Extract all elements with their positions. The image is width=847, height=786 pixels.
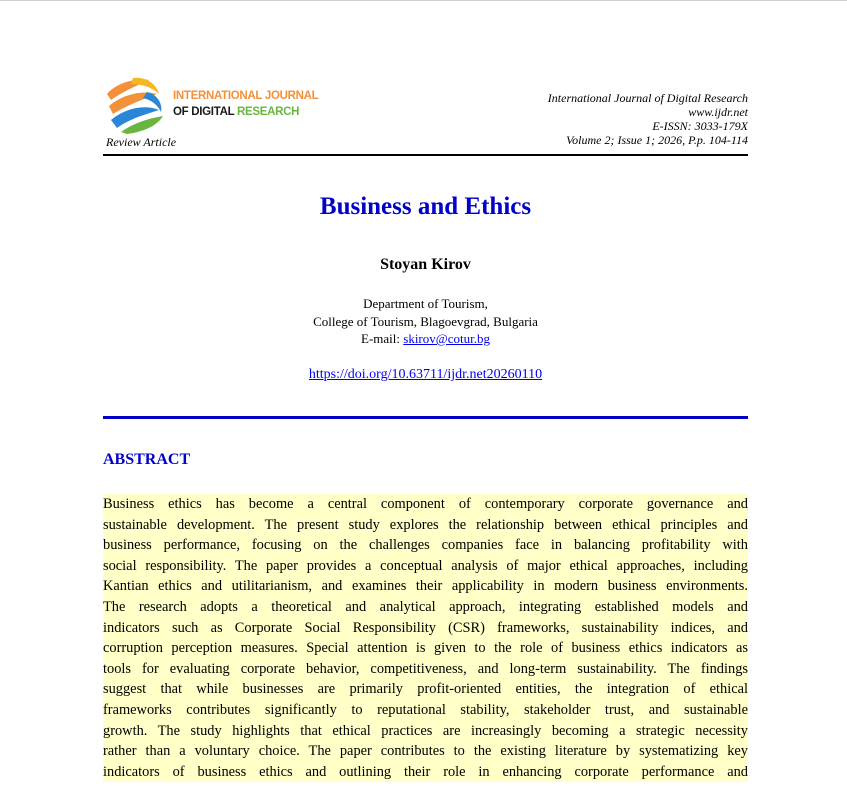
abstract-line: Kantian ethics and utilitarianism, and examines their applicability in modern business environments. <box>103 578 748 595</box>
abstract-line: indicators such as Corporate Social Responsibility (CSR) frameworks, sustainability indices, and <box>103 619 748 636</box>
abstract-line: social responsibility. The paper provides a conceptual analysis of major ethical approaches, including <box>103 557 748 574</box>
author-name: Stoyan Kirov <box>380 256 471 273</box>
abstract-line: frameworks contributes significantly to reputational stability, stakeholder trust, and sustainable <box>103 701 748 718</box>
journal-header <box>103 74 748 156</box>
abstract-line: Business ethics has become a central component of contemporary corporate governance and <box>103 496 748 512</box>
journal-meta-volume: Volume 2; Issue 1; 2026, P.p. 104-114 <box>566 133 748 147</box>
abstract-line: suggest that while businesses are primarily profit-oriented entities, the integration of ethical <box>103 681 748 698</box>
abstract-line: rather than a voluntary choice. The paper contributes to the existing literature by systematizing key <box>103 743 748 760</box>
journal-logo-swirl-icon <box>103 74 169 136</box>
affiliation-department: Department of Tourism, <box>363 296 488 311</box>
header-divider <box>103 154 748 156</box>
viewer-top-border <box>0 0 847 1</box>
paper-title: Business and Ethics <box>319 193 532 220</box>
journal-meta <box>548 91 748 147</box>
affiliation-institution: College of Tourism, Blagoevgrad, Bulgaria <box>313 313 538 329</box>
journal-logo-line2-dark: OF DIGITAL <box>173 106 237 118</box>
abstract-line: corruption perception measures. Special attention is given to the role of business ethics indicators as <box>103 640 748 657</box>
journal-meta-website: www.ijdr.net <box>688 105 748 119</box>
abstract-line: tools for evaluating corporate behavior, competitiveness, and long-term sustainability. The findings <box>103 660 748 677</box>
journal-meta-issn: E-ISSN: 3033-179X <box>652 119 748 133</box>
journal-logo-line2-green: RESEARCH <box>237 106 300 118</box>
title-divider <box>103 416 748 419</box>
abstract-text <box>103 494 748 782</box>
abstract-heading: ABSTRACT <box>103 451 191 468</box>
affiliation-email-row <box>103 330 748 348</box>
journal-logo-line1: INTERNATIONAL JOURNAL <box>173 90 319 102</box>
abstract-line: indicators of business ethics and outlining their role in enhancing corporate performance and <box>103 763 748 780</box>
doi-link[interactable]: https://doi.org/10.63711/ijdr.net20260110 <box>308 367 543 382</box>
article-type-label: Review Article <box>106 135 177 149</box>
email-label: E-mail: <box>361 331 404 346</box>
abstract-line: business performance, focusing on the challenges companies face in balancing profitability with <box>103 537 748 554</box>
author-affiliation <box>103 295 748 348</box>
journal-logo-text <box>173 88 318 120</box>
abstract-line: growth. The study highlights that ethical practices are increasingly becoming a strategic necessity <box>103 722 748 739</box>
abstract-line: sustainable development. The present study explores the relationship between ethical principles and <box>103 516 748 533</box>
doi-row <box>103 367 748 383</box>
journal-meta-name: International Journal of Digital Research <box>547 91 748 105</box>
journal-logo <box>103 74 343 136</box>
abstract-line: The research adopts a theoretical and analytical approach, integrating established models and <box>103 598 748 615</box>
email-link[interactable]: skirov@cotur.bg <box>403 331 490 346</box>
